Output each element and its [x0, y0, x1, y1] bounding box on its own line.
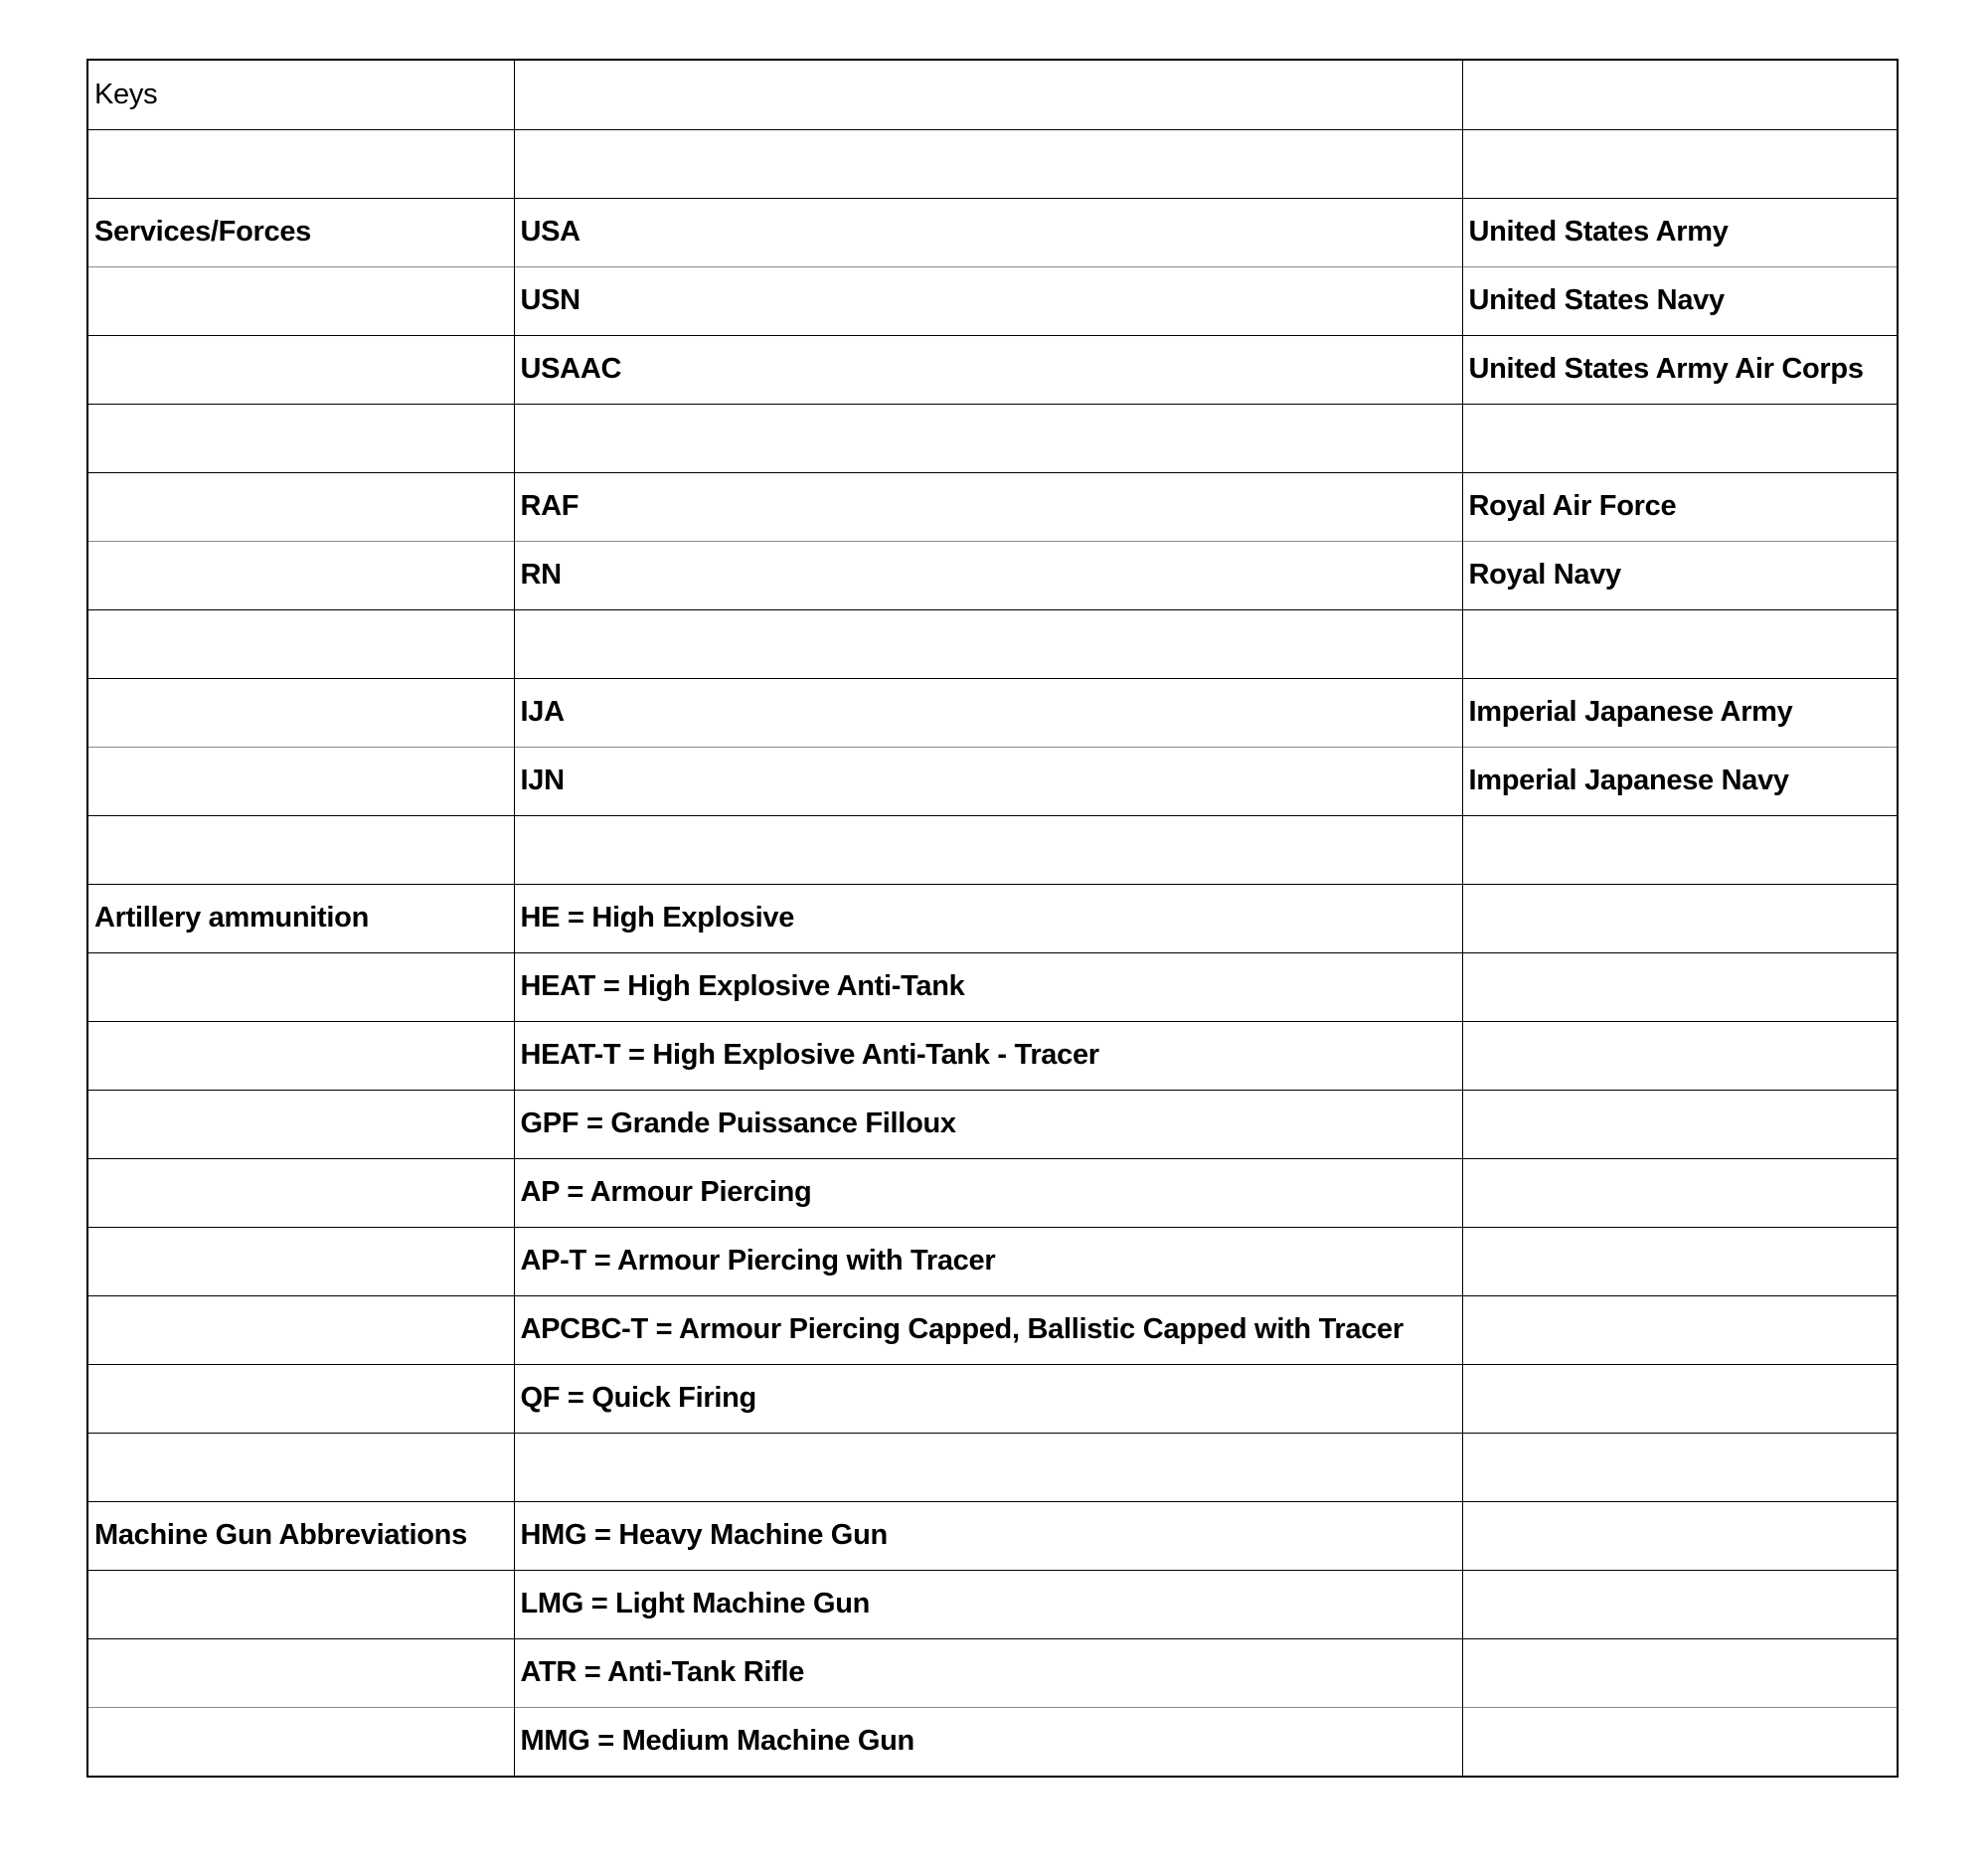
- cell-abbr: HEAT = High Explosive Anti-Tank: [514, 952, 1462, 1021]
- table-row: [88, 1227, 1897, 1295]
- keys-table-body: [88, 61, 1897, 1776]
- cell-abbr: RAF: [514, 472, 1462, 541]
- cell-label: [88, 1433, 514, 1501]
- cell-label: [88, 678, 514, 747]
- cell-meaning: [1462, 952, 1897, 1021]
- cell-meaning: United States Army Air Corps: [1462, 335, 1897, 404]
- cell-label: [88, 952, 514, 1021]
- cell-meaning: [1462, 1638, 1897, 1707]
- table-row: [88, 1707, 1897, 1776]
- cell-abbr: USA: [514, 198, 1462, 266]
- cell-meaning: [1462, 1707, 1897, 1776]
- table-row: [88, 266, 1897, 335]
- cell-abbr: [514, 609, 1462, 678]
- cell-label: [88, 815, 514, 884]
- keys-table: [88, 61, 1897, 1776]
- cell-abbr: [514, 815, 1462, 884]
- cell-label: Artillery ammunition: [88, 884, 514, 952]
- table-row: [88, 1090, 1897, 1158]
- cell-meaning: [1462, 1433, 1897, 1501]
- table-row: [88, 609, 1897, 678]
- cell-meaning: [1462, 884, 1897, 952]
- cell-meaning: Imperial Japanese Army: [1462, 678, 1897, 747]
- table-row: [88, 404, 1897, 472]
- title-empty-cell: [514, 61, 1462, 129]
- cell-abbr: [514, 404, 1462, 472]
- table-row: [88, 1433, 1897, 1501]
- table-row: [88, 1501, 1897, 1570]
- cell-label: [88, 1158, 514, 1227]
- cell-label: [88, 1021, 514, 1090]
- cell-meaning: [1462, 1295, 1897, 1364]
- table-row: [88, 541, 1897, 609]
- cell-meaning: United States Army: [1462, 198, 1897, 266]
- title-empty-cell: [1462, 61, 1897, 129]
- cell-meaning: [1462, 1364, 1897, 1433]
- cell-label: Machine Gun Abbreviations: [88, 1501, 514, 1570]
- cell-meaning: [1462, 1227, 1897, 1295]
- table-row: [88, 1021, 1897, 1090]
- cell-label: [88, 335, 514, 404]
- table-row: [88, 952, 1897, 1021]
- cell-label: [88, 1570, 514, 1638]
- cell-label: [88, 541, 514, 609]
- cell-abbr: HMG = Heavy Machine Gun: [514, 1501, 1462, 1570]
- table-row: [88, 747, 1897, 815]
- cell-abbr: RN: [514, 541, 1462, 609]
- cell-abbr: HEAT-T = High Explosive Anti-Tank - Tracer: [514, 1021, 1462, 1090]
- cell-meaning: Royal Navy: [1462, 541, 1897, 609]
- cell-meaning: [1462, 1021, 1897, 1090]
- table-row: [88, 1158, 1897, 1227]
- cell-meaning: [1462, 1158, 1897, 1227]
- cell-meaning: [1462, 609, 1897, 678]
- cell-meaning: Imperial Japanese Navy: [1462, 747, 1897, 815]
- title-row: [88, 61, 1897, 129]
- cell-label: [88, 266, 514, 335]
- cell-label: [88, 1638, 514, 1707]
- cell-meaning: [1462, 815, 1897, 884]
- cell-label: [88, 1707, 514, 1776]
- cell-abbr: [514, 1433, 1462, 1501]
- cell-abbr: AP-T = Armour Piercing with Tracer: [514, 1227, 1462, 1295]
- cell-meaning: [1462, 129, 1897, 198]
- cell-meaning: [1462, 1501, 1897, 1570]
- cell-abbr: LMG = Light Machine Gun: [514, 1570, 1462, 1638]
- cell-label: [88, 747, 514, 815]
- table-row: [88, 678, 1897, 747]
- table-row: [88, 1364, 1897, 1433]
- cell-meaning: [1462, 1570, 1897, 1638]
- table-row: [88, 1638, 1897, 1707]
- table-row: [88, 129, 1897, 198]
- cell-label: [88, 1227, 514, 1295]
- cell-abbr: IJA: [514, 678, 1462, 747]
- cell-abbr: IJN: [514, 747, 1462, 815]
- cell-abbr: ATR = Anti-Tank Rifle: [514, 1638, 1462, 1707]
- table-row: [88, 815, 1897, 884]
- cell-abbr: AP = Armour Piercing: [514, 1158, 1462, 1227]
- cell-label: [88, 1090, 514, 1158]
- table-row: [88, 198, 1897, 266]
- cell-abbr: MMG = Medium Machine Gun: [514, 1707, 1462, 1776]
- table-row: [88, 884, 1897, 952]
- table-row: [88, 472, 1897, 541]
- title-cell: Keys: [94, 78, 158, 110]
- cell-abbr: HE = High Explosive: [514, 884, 1462, 952]
- cell-abbr: USN: [514, 266, 1462, 335]
- table-row: [88, 1570, 1897, 1638]
- cell-label: [88, 1364, 514, 1433]
- cell-meaning: Royal Air Force: [1462, 472, 1897, 541]
- cell-abbr: QF = Quick Firing: [514, 1364, 1462, 1433]
- cell-label: Services/Forces: [88, 198, 514, 266]
- cell-meaning: [1462, 404, 1897, 472]
- cell-meaning: [1462, 1090, 1897, 1158]
- table-row: [88, 1295, 1897, 1364]
- cell-meaning: United States Navy: [1462, 266, 1897, 335]
- keys-sheet: [86, 59, 1899, 1778]
- cell-abbr: USAAC: [514, 335, 1462, 404]
- cell-abbr: [514, 129, 1462, 198]
- table-row: [88, 335, 1897, 404]
- cell-label: [88, 1295, 514, 1364]
- cell-label: [88, 609, 514, 678]
- cell-label: [88, 129, 514, 198]
- cell-abbr: GPF = Grande Puissance Filloux: [514, 1090, 1462, 1158]
- cell-label: [88, 472, 514, 541]
- cell-abbr: APCBC-T = Armour Piercing Capped, Ballistic Capped with Tracer: [514, 1295, 1462, 1364]
- cell-label: [88, 404, 514, 472]
